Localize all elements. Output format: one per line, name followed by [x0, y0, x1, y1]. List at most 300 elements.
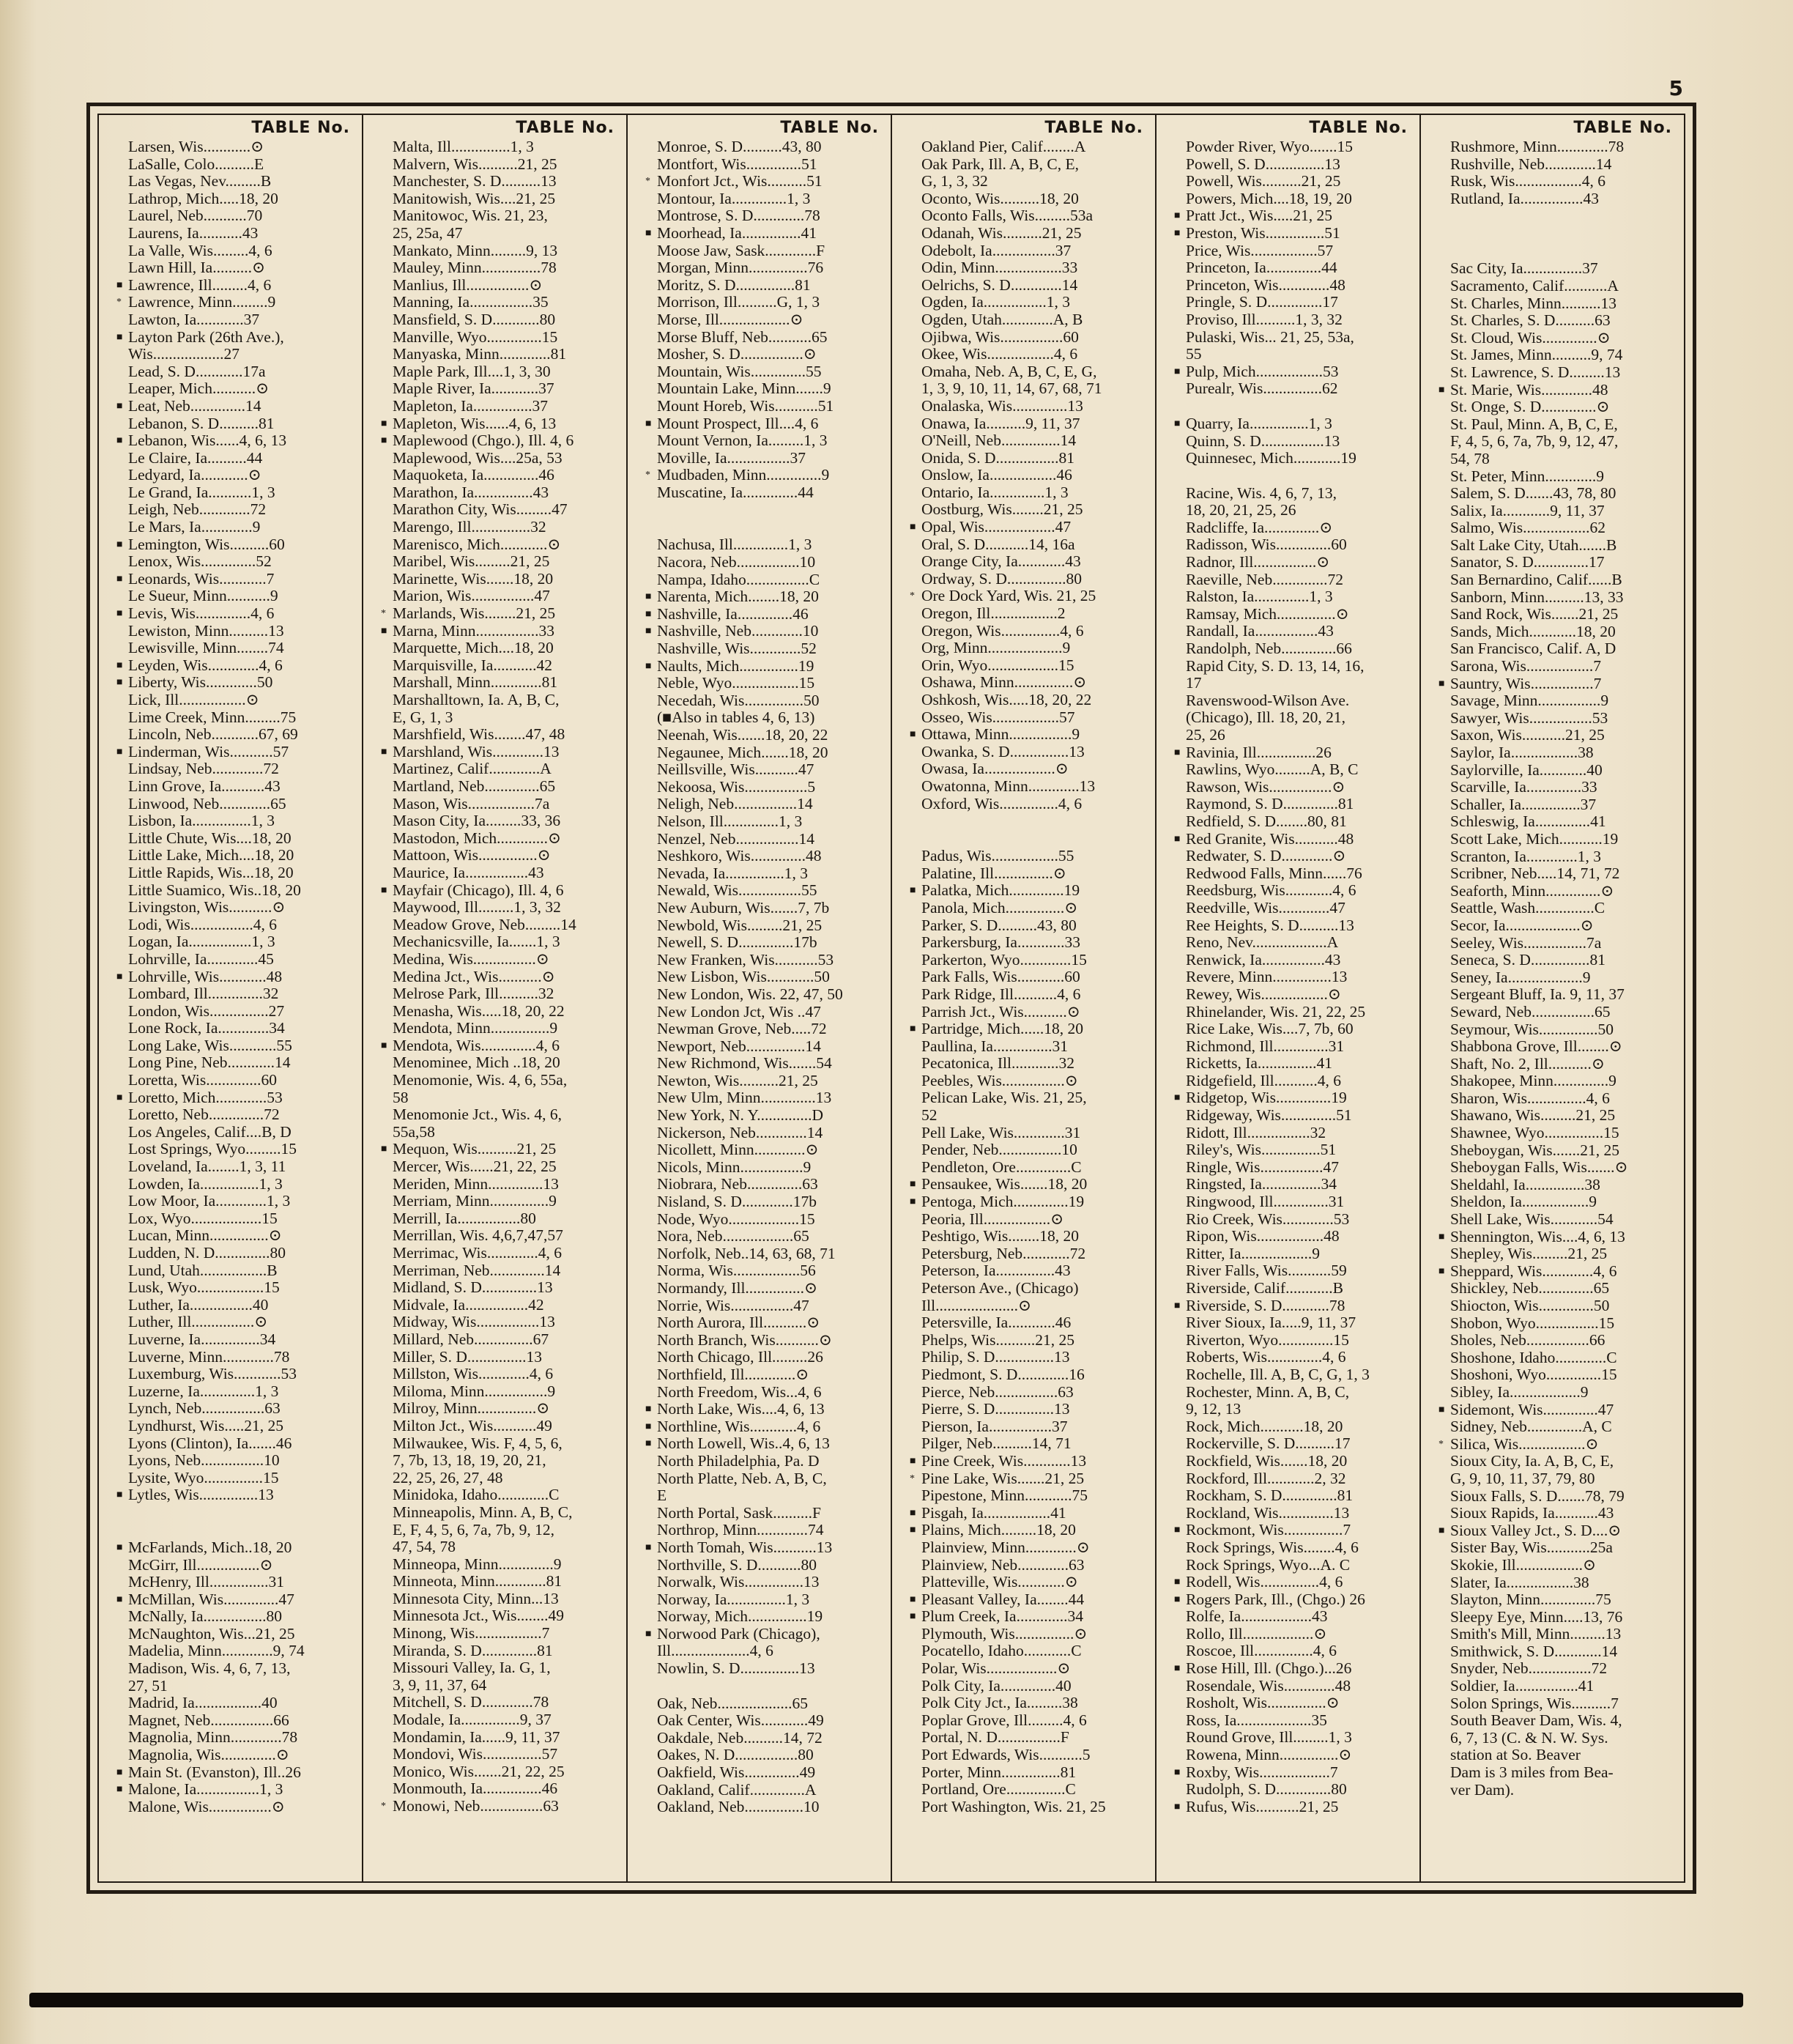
station-entry [1186, 1505, 1408, 1522]
station-entry [393, 1625, 615, 1643]
station-text: Monmouth, Ia...............46 [393, 1780, 558, 1798]
station-entry [393, 1746, 615, 1763]
station-text: San Bernardino, Calif......B [1450, 571, 1622, 589]
station-entry [393, 1003, 615, 1021]
station-entry [921, 1626, 1143, 1643]
station-entry [657, 1695, 879, 1713]
station-entry [1450, 1211, 1672, 1229]
station-text: Neenah, Wis.......18, 20, 22 [657, 726, 828, 744]
station-text: Lewisville, Minn........74 [128, 639, 284, 657]
station-entry [1450, 1315, 1672, 1333]
station-text: Oregon, Ill.................2 [921, 604, 1066, 623]
station-entry [921, 329, 1143, 347]
station-text: Ogden, Utah.............A, B [921, 310, 1083, 328]
station-entry [1450, 1332, 1672, 1349]
station-text: Sholes, Neb................66 [1450, 1331, 1605, 1349]
station-entry [128, 1383, 350, 1401]
station-entry [128, 484, 350, 502]
station-text: New Ulm, Minn..............13 [657, 1089, 832, 1107]
station-entry [128, 225, 350, 242]
station-entry [1450, 1366, 1672, 1384]
station-text: 55 [1186, 345, 1202, 363]
station-entry [128, 1227, 350, 1245]
station-entry [393, 1522, 615, 1539]
station-entry [1450, 779, 1672, 796]
section-gap [657, 1678, 879, 1695]
station-entry [1186, 1366, 1408, 1384]
square-marker-icon: ■ [910, 522, 916, 533]
square-marker-icon: ■ [116, 331, 123, 343]
square-marker-icon: ■ [910, 1611, 916, 1623]
station-text: Mountain Lake, Minn.......9 [657, 379, 831, 398]
station-text: Maquoketa, Ia..............46 [393, 466, 554, 484]
station-entry [1450, 762, 1672, 780]
station-entry [1174, 743, 1408, 762]
station-entry [393, 933, 615, 951]
station-text: Lyons, Neb................10 [128, 1451, 280, 1470]
index-frame [86, 103, 1696, 1894]
station-text: Snyder, Neb................72 [1450, 1659, 1608, 1678]
station-entry [381, 1140, 615, 1158]
station-text: Sergeant Bluff, Ia. 9, 11, 37 [1450, 985, 1625, 1004]
station-entry [921, 553, 1143, 571]
index-column-6 [1421, 115, 1684, 1881]
station-text: Neligh, Neb................14 [657, 795, 813, 813]
station-text: Nelson, Ill..............1, 3 [657, 812, 803, 830]
station-entry [393, 1331, 615, 1349]
station-text: North Chicago, Ill.........26 [657, 1348, 823, 1366]
station-entry [1450, 1695, 1672, 1713]
station-text: 47, 54, 78 [393, 1538, 456, 1556]
station-text: 3, 9, 11, 37, 64 [393, 1675, 487, 1694]
station-text: Pratt Jct., Wis.....21, 25 [1186, 207, 1332, 225]
station-entry [921, 1557, 1143, 1574]
station-entry [657, 1487, 879, 1505]
station-entry [921, 692, 1143, 709]
station-entry [128, 1349, 350, 1366]
section-gap [1186, 467, 1408, 485]
station-entry [1186, 1228, 1408, 1245]
station-text: Manitowoc, Wis. 21, 23, [393, 207, 548, 225]
station-text: Rapid City, S. D. 13, 14, 16, [1186, 656, 1365, 675]
station-text: Platteville, Wis............⊙ [921, 1573, 1078, 1591]
station-text: (■Also in tables 4, 6, 13) [657, 708, 815, 727]
station-entry [645, 588, 879, 606]
station-entry [128, 1678, 350, 1695]
station-entry [1450, 1056, 1672, 1073]
station-entry [128, 640, 350, 657]
station-entry [921, 969, 1143, 986]
station-text: Rufus, Wis...........21, 25 [1186, 1797, 1339, 1815]
station-text: Sidemont, Wis..............47 [1450, 1400, 1614, 1418]
station-entry [645, 1538, 879, 1557]
station-text: Millston, Wis.............4, 6 [393, 1365, 554, 1383]
station-entry [1450, 935, 1672, 952]
station-entry [393, 277, 615, 295]
station-text: Rock Springs, Wyo...A. C [1186, 1555, 1351, 1574]
station-text: Oconto, Wis..........18, 20 [921, 189, 1079, 207]
station-entry [128, 1557, 350, 1574]
station-text: Oconto Falls, Wis.........53a [921, 207, 1094, 225]
station-text: Linderman, Wis...........57 [128, 742, 289, 760]
table-no-header: TABLE No. [251, 119, 350, 137]
station-entry [657, 640, 879, 658]
station-text: Nachusa, Ill..............1, 3 [657, 536, 812, 554]
station-entry [393, 917, 615, 934]
station-entry [1186, 1729, 1408, 1747]
station-text: Rawlins, Wyo.........A, B, C [1186, 760, 1359, 779]
station-text: Roscoe, Ill...............4, 6 [1186, 1642, 1337, 1660]
square-marker-icon: ■ [910, 1593, 916, 1605]
station-entry [921, 242, 1143, 260]
square-marker-icon: ■ [1174, 1766, 1181, 1778]
station-text: Sioux Valley Jct., S. D....⊙ [1450, 1521, 1622, 1539]
station-text: Ripon, Wis.................48 [1186, 1227, 1340, 1245]
station-text: Ramsay, Mich...............⊙ [1186, 604, 1349, 623]
station-text: Sibley, Ia..................9 [1450, 1382, 1589, 1401]
station-text: Riverside, Calif............B [1186, 1279, 1343, 1297]
station-text: Rockland, Wis..............13 [1186, 1503, 1350, 1522]
station-entry [1174, 1089, 1408, 1107]
station-text: Shickley, Neb..............65 [1450, 1279, 1610, 1297]
station-text: Mendota, Minn...............9 [393, 1019, 558, 1037]
square-marker-icon: ■ [645, 1404, 652, 1415]
station-entry [128, 692, 350, 709]
station-entry [128, 346, 350, 363]
station-entry [657, 727, 879, 744]
station-text: Pelican Lake, Wis. 21, 25, [921, 1089, 1087, 1107]
station-text: Maurice, Ia................43 [393, 863, 544, 881]
station-text: Ludden, N. D..............80 [128, 1244, 286, 1262]
station-entry [1450, 1280, 1672, 1297]
station-text: Sister Bay, Wis...........25a [1450, 1538, 1613, 1557]
station-text: Owatonna, Minn.............13 [921, 777, 1096, 795]
square-marker-icon: ■ [116, 538, 123, 550]
station-entry [921, 1349, 1143, 1366]
station-entry [393, 812, 615, 830]
page-number: 5 [1668, 76, 1683, 100]
station-entry [128, 1799, 350, 1816]
station-text: Porter, Minn...............81 [921, 1763, 1077, 1781]
station-entry [1439, 380, 1672, 399]
station-entry [1450, 1159, 1672, 1177]
station-entry [910, 1020, 1143, 1038]
station-entry [1186, 986, 1408, 1004]
station-text: Pine Creek, Wis............13 [921, 1451, 1087, 1470]
station-text: Secor, Ia...................⊙ [1450, 916, 1594, 934]
station-entry [1450, 1193, 1672, 1211]
station-text: Onawa, Ia..........9, 11, 37 [921, 414, 1080, 432]
station-entry [1450, 1297, 1672, 1315]
station-text: Long Pine, Neb............14 [128, 1054, 291, 1072]
station-entry [657, 363, 879, 381]
station-text: Marengo, Ill...............32 [393, 518, 546, 536]
section-gap [1450, 242, 1672, 260]
station-entry [128, 553, 350, 571]
station-text: Wis..................27 [128, 345, 240, 363]
station-text: Medina Jct., Wis...........⊙ [393, 967, 555, 985]
station-entry [128, 156, 350, 174]
station-text: Smithwick, S. D............14 [1450, 1642, 1618, 1660]
station-text: Liberty, Wis.............50 [128, 673, 273, 692]
station-text: Sidney, Neb..............A, C [1450, 1418, 1612, 1436]
station-entry [1186, 675, 1408, 692]
station-text: 55a,58 [393, 1122, 435, 1141]
station-entry [921, 1297, 1143, 1315]
station-entry [657, 1522, 879, 1539]
station-entry [657, 1176, 879, 1193]
station-entry [128, 830, 350, 848]
asterisk-marker-icon: * [910, 1473, 915, 1484]
station-entry [393, 1435, 615, 1453]
station-entry [1186, 1332, 1408, 1349]
station-text: Ogden, Ia................1, 3 [921, 293, 1071, 311]
square-marker-icon: ■ [645, 1438, 652, 1450]
station-entry [1174, 1573, 1408, 1591]
station-entry [1186, 311, 1408, 329]
station-text: Merriman, Neb..............14 [393, 1261, 561, 1279]
station-entry [1450, 952, 1672, 969]
station-text: Ree Heights, S. D..........13 [1186, 916, 1354, 934]
station-entry [657, 1608, 879, 1626]
station-entry [910, 587, 1143, 605]
station-entry [657, 1073, 879, 1090]
station-entry [1450, 744, 1672, 762]
station-text: Raeville, Neb..............72 [1186, 570, 1343, 588]
square-marker-icon: ■ [1174, 1577, 1181, 1588]
station-entry [1450, 796, 1672, 814]
station-text: Seattle, Wash...............C [1450, 899, 1605, 917]
station-text: Malone, Ia................1, 3 [128, 1780, 283, 1799]
square-marker-icon: ■ [910, 1196, 916, 1208]
station-entry [1186, 761, 1408, 779]
station-text: Owasa, Ia..................⊙ [921, 760, 1069, 778]
station-text: ver Dam). [1450, 1780, 1515, 1799]
station-entry [1450, 1643, 1672, 1661]
station-text: Osseo, Wis.................57 [921, 708, 1075, 726]
station-text: Le Claire, Ia..........44 [128, 448, 263, 467]
station-text: Meriden, Minn..............13 [393, 1174, 559, 1193]
station-entry [657, 675, 879, 692]
station-entry [393, 311, 615, 329]
station-text: Mondovi, Wis...............57 [393, 1745, 558, 1763]
station-entry [1186, 1055, 1408, 1073]
station-entry [1450, 347, 1672, 364]
station-entry [657, 848, 879, 865]
station-text: Nashville, Wis.............52 [657, 640, 817, 658]
station-entry [1174, 223, 1408, 242]
station-text: Rewey, Wis.................⊙ [1186, 985, 1341, 1003]
station-entry [921, 900, 1143, 917]
station-text: Raymond, S. D..............81 [1186, 795, 1354, 813]
station-entry [381, 432, 615, 450]
station-entry [128, 1314, 350, 1331]
station-text: Northfield, Ill.............⊙ [657, 1365, 809, 1383]
station-entry [393, 173, 615, 190]
station-entry [393, 1573, 615, 1591]
station-entry [128, 1020, 350, 1037]
station-entry [921, 865, 1143, 883]
station-entry [921, 1539, 1143, 1557]
station-entry [921, 207, 1143, 225]
station-entry [393, 1106, 615, 1124]
station-text: Malvern, Wis..........21, 25 [393, 155, 557, 173]
square-marker-icon: ■ [1174, 1801, 1181, 1812]
station-text: Omaha, Neb. A, B, C, E, G, [921, 362, 1097, 380]
station-entry [1186, 1539, 1408, 1557]
station-text: Plainview, Neb.............63 [921, 1555, 1085, 1574]
station-text: Ravenswood-Wilson Ave. [1186, 691, 1350, 709]
station-entry [657, 138, 879, 156]
station-entry [393, 190, 615, 208]
station-entry [657, 294, 879, 311]
station-entry [657, 1245, 879, 1263]
station-text: Panola, Mich...............⊙ [921, 898, 1078, 917]
station-entry [1439, 1262, 1672, 1281]
station-entry [657, 1297, 879, 1315]
station-entry [921, 952, 1143, 969]
station-entry [1450, 917, 1672, 935]
station-entry [393, 760, 615, 778]
station-text: Pensaukee, Wis.......18, 20 [921, 1175, 1088, 1193]
station-text: Powell, S. D...............13 [1186, 155, 1340, 173]
square-marker-icon: ■ [1174, 366, 1181, 377]
station-text: Mount Prospect, Ill....4, 6 [657, 414, 819, 432]
table-no-header: TABLE No. [780, 119, 879, 137]
station-text: Rushmore, Minn.............78 [1450, 138, 1625, 155]
station-entry [128, 1695, 350, 1712]
station-text: Revere, Minn...............13 [1186, 968, 1348, 986]
station-text: Sarona, Wis.................7 [1450, 657, 1601, 675]
station-entry [128, 951, 350, 969]
station-entry [657, 1038, 879, 1056]
station-text: Manning, Ia................35 [393, 293, 549, 311]
station-text: Rodell, Wis...............4, 6 [1186, 1573, 1343, 1591]
station-entry [1450, 1488, 1672, 1506]
station-entry [1450, 138, 1672, 156]
station-entry [1174, 829, 1408, 848]
station-entry [1450, 900, 1672, 917]
station-entry [657, 934, 879, 952]
station-entry [657, 1557, 879, 1574]
station-text: Midway, Wis................13 [393, 1313, 555, 1331]
station-text: Randolph, Neb..............66 [1186, 640, 1352, 658]
station-text: Logan, Ia................1, 3 [128, 933, 275, 951]
square-marker-icon: ■ [1174, 1663, 1181, 1675]
station-entry [393, 1176, 615, 1193]
station-text: Millard, Neb...............67 [393, 1330, 549, 1348]
station-entry [1186, 813, 1408, 831]
station-entry [393, 1643, 615, 1660]
station-entry [921, 1366, 1143, 1384]
station-entry [657, 536, 879, 554]
station-text: Little Rapids, Wis...18, 20 [128, 863, 294, 881]
station-text: Salix, Ia............9, 11, 37 [1450, 501, 1605, 519]
station-entry [1450, 1591, 1672, 1609]
station-text: Shiocton, Wis..............50 [1450, 1297, 1610, 1314]
station-text: F, 4, 5, 6, 7a, 7b, 9, 12, 47, [1450, 432, 1619, 451]
station-text: Sheboygan, Wis.......21, 25 [1450, 1141, 1620, 1159]
station-text: Price, Wis.................57 [1186, 241, 1334, 259]
station-entry [116, 967, 350, 986]
station-entry [128, 899, 350, 917]
station-entry [128, 933, 350, 951]
station-text: St. Peter, Minn.............9 [1450, 467, 1604, 485]
station-text: Mount Horeb, Wis...........51 [657, 396, 834, 415]
station-entry [1186, 450, 1408, 467]
station-entry [128, 1626, 350, 1643]
station-entry [1450, 554, 1672, 571]
station-entry [381, 1036, 615, 1055]
station-text: Plymouth, Wis...............⊙ [921, 1624, 1088, 1643]
station-entry [657, 900, 879, 917]
station-text: Pulaski, Wis... 21, 25, 53a, [1186, 327, 1354, 346]
station-entry [1174, 1659, 1408, 1678]
station-text: Marquette, Mich....18, 20 [393, 639, 554, 657]
table-no-header: TABLE No. [1573, 119, 1672, 137]
station-entry [657, 1712, 879, 1730]
station-entry [1186, 969, 1408, 986]
station-text: Sioux City, Ia. A, B, C, E, [1450, 1452, 1614, 1470]
station-text: Slater, Ia.................38 [1450, 1573, 1589, 1591]
station-entry [1186, 1004, 1408, 1021]
station-entry [921, 1159, 1143, 1177]
station-entry [657, 1314, 879, 1332]
station-entry [657, 969, 879, 986]
station-text: Northline, Wis............4, 6 [657, 1417, 821, 1435]
asterisk-marker-icon: * [116, 297, 122, 308]
square-marker-icon: ■ [116, 279, 123, 291]
station-text: Marinette, Wis.......18, 20 [393, 569, 554, 588]
station-entry [116, 327, 350, 347]
station-entry [1450, 813, 1672, 831]
station-text: New London, Wis. 22, 47, 50 [657, 985, 843, 1003]
station-text: Merrimac, Wis.............4, 6 [393, 1244, 563, 1262]
station-entry [657, 1591, 879, 1609]
station-text: Miranda, S. D..............81 [393, 1641, 553, 1659]
station-text: Luther, Ia................40 [128, 1295, 269, 1314]
station-entry [657, 1125, 879, 1142]
station-text: River Sioux, Ia.....9, 11, 37 [1186, 1314, 1356, 1332]
station-entry [657, 1764, 879, 1782]
station-text: Lund, Utah.................B [128, 1261, 278, 1279]
station-entry [657, 1384, 879, 1401]
station-text: St. Paul, Minn. A, B, C, E, [1450, 415, 1618, 433]
station-entry [116, 656, 350, 675]
station-entry [128, 1366, 350, 1383]
station-entry [393, 1729, 615, 1747]
station-text: Lodi, Wis................4, 6 [128, 915, 277, 933]
station-entry [910, 1521, 1143, 1539]
station-text: Montour, Ia..............1, 3 [657, 189, 811, 207]
station-entry [921, 467, 1143, 484]
station-entry [1186, 190, 1408, 208]
station-text: Rock Springs, Wis........4, 6 [1186, 1538, 1359, 1556]
station-text: Little Lake, Mich....18, 20 [128, 846, 294, 864]
station-entry [921, 536, 1143, 554]
station-entry [393, 778, 615, 796]
station-entry [1450, 1418, 1672, 1436]
station-entry [128, 917, 350, 934]
station-entry [128, 1124, 350, 1141]
station-text: Linn Grove, Ia...........43 [128, 777, 281, 795]
station-entry [910, 1503, 1143, 1522]
station-text: Pisgah, Ia.................41 [921, 1503, 1066, 1522]
station-entry [1186, 900, 1408, 917]
station-entry [393, 156, 615, 174]
station-text: Sheboygan Falls, Wis.......⊙ [1450, 1158, 1628, 1177]
station-entry [921, 1262, 1143, 1280]
